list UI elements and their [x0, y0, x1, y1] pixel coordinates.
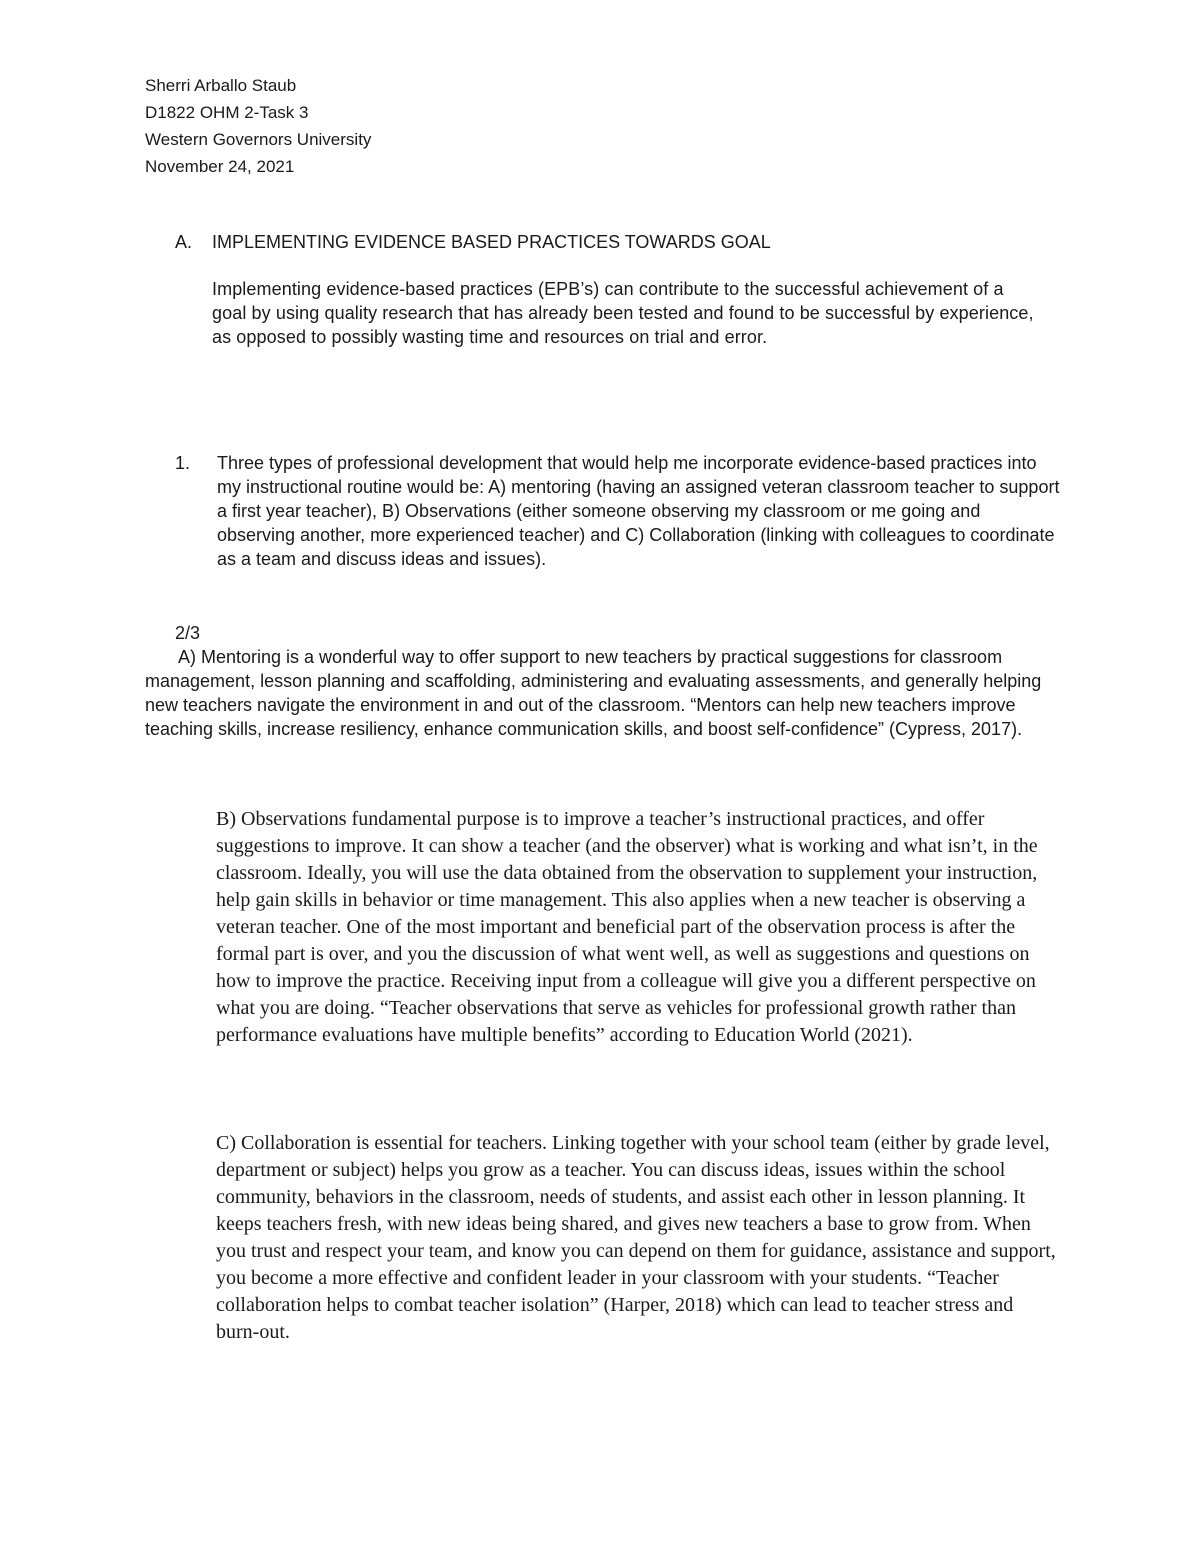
- list-item-1: [175, 451, 1075, 571]
- document-header: [145, 72, 371, 180]
- course-code: D1822 OHM 2-Task 3: [145, 103, 309, 122]
- author-name: Sherri Arballo Staub: [145, 76, 297, 95]
- paragraph-mentoring: A) Mentoring is a wonderful way to offer support to new teachers by practical suggestions for classroom management, lesson planning and scaffolding, administering and evaluating assessments, and generally helping new teachers navigate the environment in and out of the classroom. “Mentors can help new teachers improve teaching skills, increase resiliency, enhance communication skills, and boost self-confidence” (Cypress, 2017).: [145, 647, 1042, 739]
- document-date: November 24, 2021: [145, 157, 295, 176]
- section-a-title: IMPLEMENTING EVIDENCE BASED PRACTICES TOWARDS GOAL: [212, 232, 771, 252]
- paragraph-observations: B) Observations fundamental purpose is to improve a teacher’s instructional practices, and offer suggestions to improve. It can show a teacher (and the observer) what is working and what isn’t, in the classroom. Ideally, you will use the data obtained from the observation to supplement your instruction, help gain skills in behavior or time management. This also applies when a new teacher is observing a veteran teacher. One of the most important and beneficial part of the observation process is after the formal part is over, and you the discussion of what went well, as well as suggestions and questions on how to improve the practice. Receiving input from a colleague will give you a different perspective on what you are doing. “Teacher observations that serve as vehicles for professional growth rather than performance evaluations have multiple benefits” according to Education World (2021).: [216, 808, 1038, 1046]
- section-2-3-label: 2/3: [175, 623, 201, 643]
- section-a-body: Implementing evidence-based practices (EPB’s) can contribute to the successful achievement of a goal by using quality research that has already been tested and found to be successful by experience, as opposed to possibly wasting time and resources on trial and error.: [212, 279, 1034, 347]
- section-a-marker: A.: [175, 232, 193, 252]
- section-a: [175, 230, 1075, 349]
- section-a-heading: [175, 230, 1075, 254]
- list-item-1-marker: 1.: [175, 453, 191, 473]
- list-item-1-text: Three types of professional development that would help me incorporate evidence-based practices into my instructional routine would be: A) mentoring (having an assigned veteran classroom teacher to support a first year teacher), B) Observations (either someone observing my classroom or me going and observing another, more experienced teacher) and C) Collaboration (linking with colleagues to coordinate as a team and discuss ideas and issues).: [217, 453, 1060, 569]
- institution-name: Western Governors University: [145, 130, 372, 149]
- paragraph-collaboration: C) Collaboration is essential for teachers. Linking together with your school team (either by grade level, department or subject) helps you grow as a teacher. You can discuss ideas, issues within the school community, behaviors in the classroom, needs of students, and assist each other in lesson planning. It keeps teachers fresh, with new ideas being shared, and gives new teachers a base to grow from. When you trust and respect your team, and know you can depend on them for guidance, assistance and support, you become a more effective and confident leader in your classroom with your students. “Teacher collaboration helps to combat teacher isolation” (Harper, 2018) which can lead to teacher stress and burn-out.: [216, 1132, 1056, 1343]
